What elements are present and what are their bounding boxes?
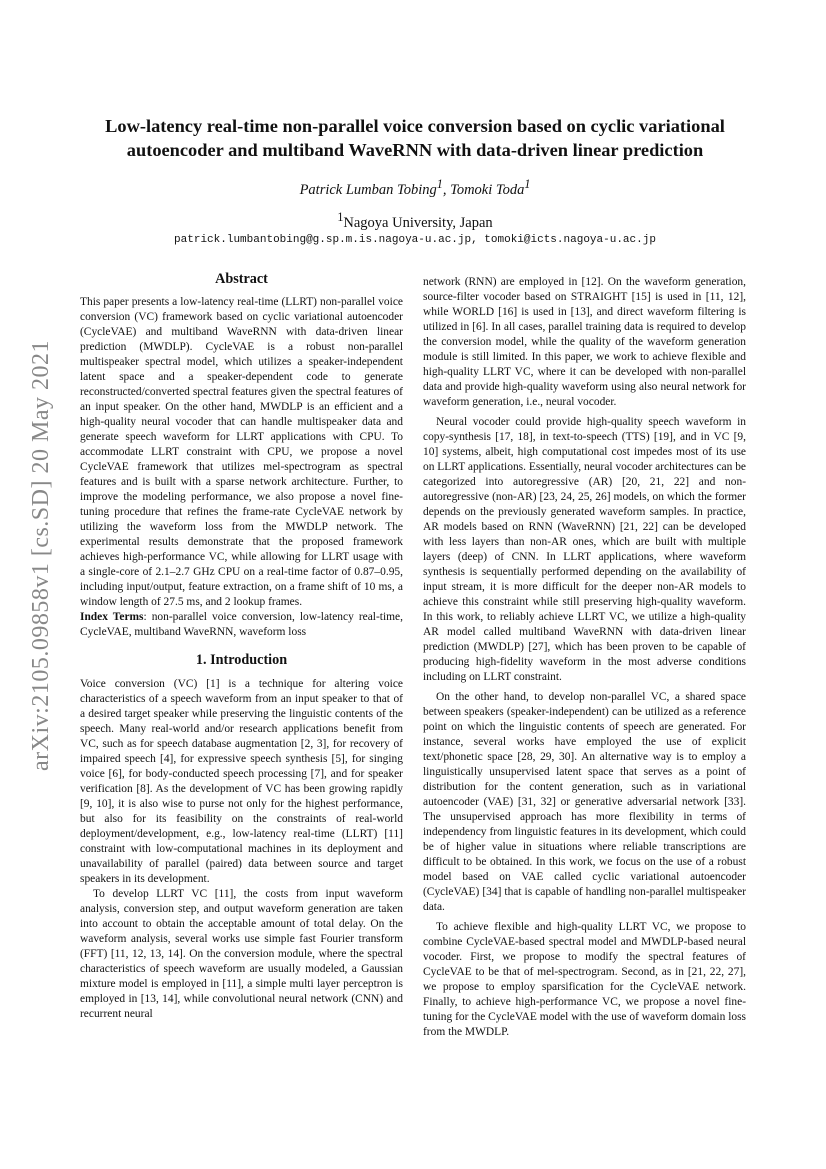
abstract-text: This paper presents a low-latency real-time (LLRT) non-parallel voice conversion (VC) framework based on cyclic variational autoencoder (CycleVAE) and multiband WaveRNN with data-driven linear prediction (MWDLP). CycleVAE is a robust non-parallel multispeaker spectral model, which utilizes a speaker-independent latent space and a speaker-dependent code to generate reconstructed/converted spectral features given the spectral features of an input speaker. On the other hand, MWDLP is an efficient and a high-quality neural vocoder that can handle multispeaker data and generate speech waveform for LLRT applications with CPU. To accommodate LLRT constraint with CPU, we propose a novel CycleVAE framework that utilizes mel-spectrogram as spectral features and is built with a sparse network architecture. Further, to improve the modeling performance, we also propose a novel fine-tuning procedure that refines the frame-rate CycleVAE network by utilizing the waveform loss from the MWDLP network. The experimental results demonstrate that the proposed framework achieves high-performance VC, while allowing for LLRT usage with a single-core of 2.1–2.7 GHz CPU on a real-time factor of 0.87–0.95, including input/output, feature extraction, on a frame shift of 10 ms, a window length of 27.5 ms, and 2 lookup frames. bbox=[80, 296, 403, 608]
paper-title: Low-latency real-time non-parallel voice conversion based on cyclic variational autoencoder and multiband WaveRNN with data-driven linear prediction bbox=[105, 116, 725, 160]
author-name: Tomoki Toda bbox=[450, 181, 525, 198]
right-column bbox=[423, 275, 746, 1040]
abstract-heading: Abstract bbox=[215, 271, 268, 287]
affiliation-name: Nagoya University, Japan bbox=[343, 214, 493, 231]
author-separator: , bbox=[442, 181, 451, 198]
author-list bbox=[70, 177, 760, 199]
intro-paragraph: Voice conversion (VC) [1] is a technique for altering voice characteristics of a speech waveform from an input speaker to that of a desired target speaker while preserving the linguistic contents of the speech. Many real-world and/or research applications benefit from VC, such as for speech database augmentation [2, 3], for recovery of impaired speech [4], for expressive speech synthesis [5], for singing voice [6], for body-conducted speech processing [7], and for speaker verification [8]. As the development of VC has been growing rapidly [9, 10], it is also wise to purse not only for the highest performance, but also for its feasibility on the constraints of real-world deployment/development, e.g., low-latency real-time (LLRT) [11] constraint with low-computational machines in its deployment and unavailability of parallel (paired) data between source and target speakers in its development. bbox=[80, 678, 403, 885]
intro-paragraph: To achieve flexible and high-quality LLRT VC, we propose to combine CycleVAE-based spectral model and MWDLP-based neural vocoder. First, we propose to modify the spectral features of CycleVAE to be that of mel-spectrogram. Second, as in [21, 22, 27], we propose to employ sparsification for the CycleVAE network. Finally, to achieve high-performance VC, we propose a novel fine-tuning for the CycleVAE model with the use of waveform domain loss from the MWDLP. bbox=[423, 921, 746, 1038]
arxiv-identifier-text: arXiv:2105.09858v1 [cs.SD] 20 May 2021 bbox=[27, 339, 54, 771]
index-terms-label: Index Terms bbox=[80, 611, 144, 623]
arxiv-identifier-stamp bbox=[26, 330, 56, 780]
intro-paragraph: On the other hand, to develop non-parallel VC, a shared space between speakers (speaker-independent) can be utilized as a reference point on which the linguistic contents of speech are generated. For instance, several works have employed the use of explicit text/phonetic space [28, 29, 30]. An alternative way is to employ a linguistically unsupervised latent space that serves as a point of distribution for the content generation, such as in variational autoencoder (VAE) [31, 32] or generative adversarial network [33]. The unsupervised approach has more flexibility in terms of independency from linguistic features in its development, which could be of higher value in situations where reliable transcriptions are difficult to be obtained. In this work, we focus on the use of a robust model based on VAE called cyclic variational autoencoder (CycleVAE) [34] that is capable of handling non-parallel multispeaker data. bbox=[423, 691, 746, 913]
intro-paragraph: To develop LLRT VC [11], the costs from input waveform analysis, conversion step, and output waveform generation are taken into account to obtain the acceptable amount of total delay. On the waveform analysis, several works use simple fast Fourier transform (FFT) [11, 12, 13, 14]. On the conversion module, where the spectral characteristics of speech waveform are usually modeled, a Gaussian mixture model is employed in [11], a simple multi layer perceptron is employed in [13, 14], while convolutional neural network (CNN) and recurrent neural bbox=[80, 888, 403, 1020]
affiliation-marker: 1 bbox=[524, 177, 531, 191]
left-column bbox=[80, 270, 403, 1022]
introduction-heading: 1. Introduction bbox=[195, 652, 288, 668]
affiliation bbox=[70, 210, 760, 232]
index-terms-text: : non-parallel voice conversion, low-latency real-time, CycleVAE, multiband WaveRNN, waveform loss bbox=[80, 611, 403, 638]
affiliation-marker: 1 bbox=[337, 210, 344, 224]
author-name: Patrick Lumban Tobing bbox=[299, 181, 437, 198]
index-terms bbox=[80, 610, 403, 640]
author-emails: patrick.lumbantobing@g.sp.m.is.nagoya-u.ac.jp, tomoki@icts.nagoya-u.ac.jp bbox=[174, 234, 656, 246]
affiliation-marker: 1 bbox=[436, 177, 443, 191]
intro-paragraph: Neural vocoder could provide high-quality speech waveform in copy-synthesis [17, 18], in text-to-speech (TTS) [19], and in VC [9, 10] systems, albeit, high computational cost impedes most of its use on LLRT applications. Essentially, neural vocoder architectures can be categorized into autoregressive (AR) [20, 21, 22] and non-autoregressive (non-AR) [23, 24, 25, 26] models, on which the former depends on the previously generated waveform samples. In practice, AR models based on RNN (WaveRNN) [21, 22] can be developed with less layers than non-AR ones, which are built with multiple layers (deep) of CNN. In LLRT applications, where waveform synthesis is sequentially performed depending on the availability of input stream, it is more difficult for the deeper non-AR models to achieve this constraint while still preserving high-quality waveform. In this work, to reliably achieve LLRT VC, we utilize a high-quality AR model called multiband WaveRNN with data-driven linear prediction (MWDLP) [27], which has been proven to be capable of producing high-fidelity waveform in the most adverse conditions including on LLRT constraint. bbox=[423, 416, 746, 683]
intro-paragraph-continued: network (RNN) are employed in [12]. On the waveform generation, source-filter vocoder based on STRAIGHT [15] is used in [11, 12], while WORLD [16] is used in [13], and direct waveform filtering is utilized in [6]. In all cases, parallel training data is required to develop the conversion model, while the quality of the waveform generation module is still limited. In this paper, we work to achieve flexible and high-quality LLRT VC, where it can be developed with non-parallel data and provide high-quality waveform using also neural network for waveform generation, i.e., neural vocoder. bbox=[423, 276, 746, 408]
